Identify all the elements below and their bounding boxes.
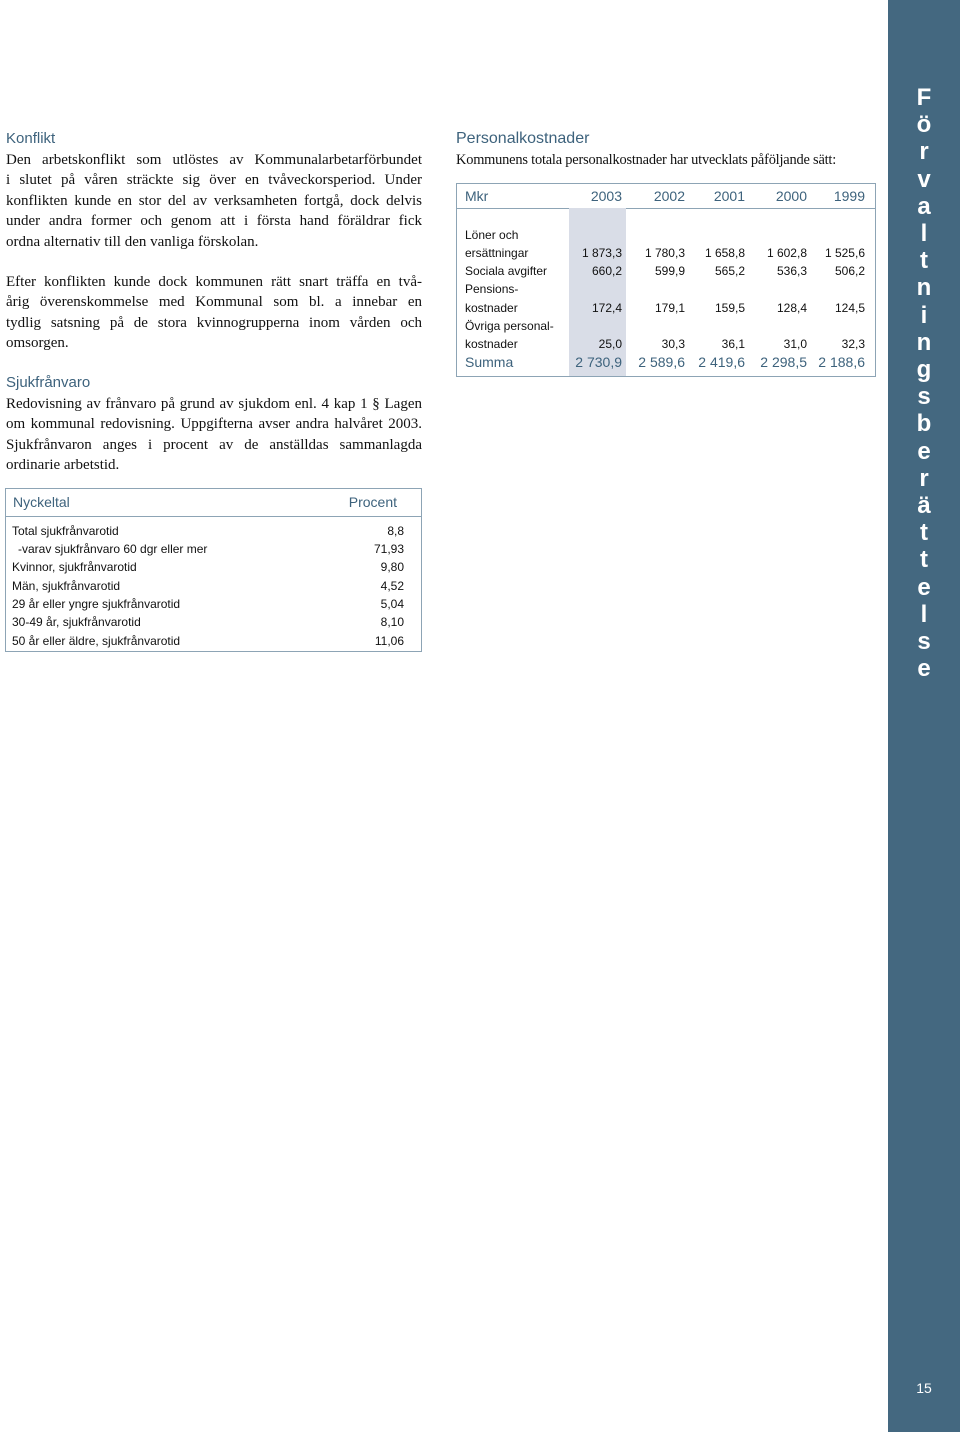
sidebar-title-letter: l: [920, 600, 928, 628]
row-label: Sociala avgifter: [465, 264, 548, 278]
row-label: kostnader: [465, 301, 518, 315]
text-line: under andra former och genom att i första hand föräldrar fick: [6, 213, 422, 230]
sidebar-title-letter: l: [920, 220, 928, 248]
row-value: 11,06: [374, 634, 404, 648]
text-line: årig överenskommelse med Kommunal som bl. a innebar en: [6, 294, 422, 311]
cell-value: 36,1: [721, 337, 745, 351]
text-line: Efter konflikten kunde dock kommunen rätt snart träffa en två-: [6, 274, 422, 290]
row-label: Löner och: [465, 228, 519, 242]
cell-value: 179,1: [654, 301, 685, 315]
row-label: Övriga personal-: [465, 319, 554, 333]
cell-value: 1 780,3: [644, 246, 685, 260]
cell-value: 506,2: [834, 264, 865, 278]
sidebar-title-letter: ö: [916, 111, 932, 139]
table-row: [12, 596, 404, 614]
sum-label: Summa: [465, 354, 514, 370]
konflikt-paragraph-1: [6, 150, 422, 252]
sidebar-title-letter: r: [919, 464, 929, 492]
row-label: Pensions-: [465, 282, 519, 296]
row-value: 9,80: [380, 560, 404, 574]
row-value: 5,04: [380, 597, 404, 611]
text-line: ordinarie arbetstid.: [6, 456, 120, 473]
cell-value: 565,2: [714, 264, 745, 278]
nyckeltal-header: [6, 489, 421, 517]
cell-value: 128,4: [776, 301, 807, 315]
cell-value: 25,0: [598, 337, 622, 351]
unit-label: Mkr: [465, 188, 489, 204]
row-label: Kvinnor, sjukfrånvarotid: [12, 560, 137, 574]
sidebar-title-letter: s: [917, 383, 931, 411]
sum-value: 2 419,6: [698, 354, 745, 370]
cell-value: 536,3: [776, 264, 807, 278]
cell-value: 660,2: [591, 264, 622, 278]
year-header: 2001: [713, 188, 745, 204]
year-header: 1999: [833, 188, 865, 204]
sjukfranvaro-paragraph: [6, 394, 422, 475]
personalkostnader-intro: Kommunens totala personalkostnader har utvecklats påföljande sätt:: [456, 152, 837, 168]
cell-value: 1 525,6: [824, 246, 865, 260]
year-header: 2002: [653, 188, 685, 204]
konflikt-paragraph-2: [6, 272, 422, 354]
table-row: [12, 523, 404, 541]
sidebar-title-letter: n: [916, 274, 932, 302]
cell-value: 32,3: [841, 337, 865, 351]
cell-value: 1 658,8: [704, 246, 745, 260]
table-row: [12, 559, 404, 577]
row-label: Män, sjukfrånvarotid: [12, 579, 121, 593]
text-line: om kommunal redovisning. Uppgifterna avser andra halvåret 2003.: [6, 416, 422, 433]
cell-value: 30,3: [661, 337, 685, 351]
sidebar-title-letter: v: [917, 165, 931, 193]
section-sidebar: [888, 0, 960, 1432]
nyckeltal-col-value: Procent: [348, 494, 397, 510]
cell-value: 599,9: [654, 264, 685, 278]
sidebar-title-letter: s: [917, 628, 931, 656]
sidebar-title-letter: e: [917, 573, 931, 601]
nyckeltal-table: [5, 488, 422, 652]
row-label: kostnader: [465, 337, 518, 351]
cell-value: 1 873,3: [581, 246, 622, 260]
cell-value: 1 602,8: [766, 246, 807, 260]
table-row: [12, 633, 404, 651]
nyckeltal-col-label: Nyckeltal: [13, 494, 70, 510]
text-line: tydlig satsning på de stora kvinnogrupperna inom vården och: [6, 314, 422, 331]
cell-value: 31,0: [783, 337, 807, 351]
text-line: ordna alternativ till den vanliga förskolan.: [6, 233, 259, 250]
sum-value: 2 730,9: [575, 354, 622, 370]
page-number: 15: [916, 1380, 932, 1396]
year-header: 2000: [775, 188, 807, 204]
sidebar-title: [888, 84, 960, 682]
sjukfranvaro-heading: Sjukfrånvaro: [6, 374, 91, 391]
text-line: omsorgen.: [6, 335, 69, 352]
sidebar-title-letter: ä: [917, 492, 931, 520]
sum-value: 2 589,6: [638, 354, 685, 370]
sidebar-title-letter: t: [920, 546, 928, 574]
row-label: Total sjukfrånvarotid: [12, 524, 119, 538]
row-label: -varav sjukfrånvaro 60 dgr eller mer: [18, 542, 208, 556]
row-value: 4,52: [380, 579, 404, 593]
text-line: Den arbetskonflikt som utlöstes av Kommunalarbetarförbundet: [6, 152, 422, 168]
text-line: Sjukfrånvaron anges i procent av de anställdas sammanlagda: [6, 436, 422, 453]
sidebar-title-letter: t: [920, 247, 928, 275]
year-header: 2003: [590, 188, 622, 204]
sidebar-title-letter: F: [916, 84, 932, 111]
row-label: 30-49 år, sjukfrånvarotid: [12, 615, 141, 629]
sidebar-title-letter: b: [916, 410, 932, 438]
cell-value: 172,4: [591, 301, 622, 315]
cell-value: 159,5: [714, 301, 745, 315]
row-value: 8,8: [387, 524, 404, 538]
sidebar-title-letter: g: [916, 356, 932, 384]
sidebar-title-letter: n: [916, 328, 932, 356]
konflikt-heading: Konflikt: [6, 130, 56, 147]
text-line: Redovisning av frånvaro på grund av sjukdom enl. 4 kap 1 § Lagen: [6, 396, 422, 412]
text-line: konflikten kunde en stor del av verksamheten fortgå, dock delvis: [6, 192, 422, 209]
sidebar-title-letter: t: [920, 519, 928, 547]
sidebar-title-letter: e: [917, 437, 931, 465]
sidebar-title-letter: e: [917, 655, 931, 683]
table-row: [12, 614, 404, 632]
personalkostnader-table: [456, 183, 876, 377]
sum-value: 2 188,6: [818, 354, 865, 370]
text-line: i slutet på våren sträckte sig över en tvåveckorsperiod. Under: [6, 172, 422, 189]
cell-value: 124,5: [834, 301, 865, 315]
table-row: [12, 541, 404, 559]
row-value: 71,93: [373, 542, 404, 556]
row-label: ersättningar: [465, 246, 529, 260]
sidebar-title-letter: r: [919, 138, 929, 166]
row-label: 50 år eller äldre, sjukfrånvarotid: [12, 634, 181, 648]
table-row: [12, 578, 404, 596]
row-label: 29 år eller yngre sjukfrånvarotid: [12, 597, 181, 611]
personalkostnader-heading: Personalkostnader: [456, 130, 590, 147]
sum-value: 2 298,5: [760, 354, 807, 370]
sidebar-title-letter: i: [920, 301, 928, 329]
row-value: 8,10: [380, 615, 404, 629]
sidebar-title-letter: a: [917, 192, 931, 220]
